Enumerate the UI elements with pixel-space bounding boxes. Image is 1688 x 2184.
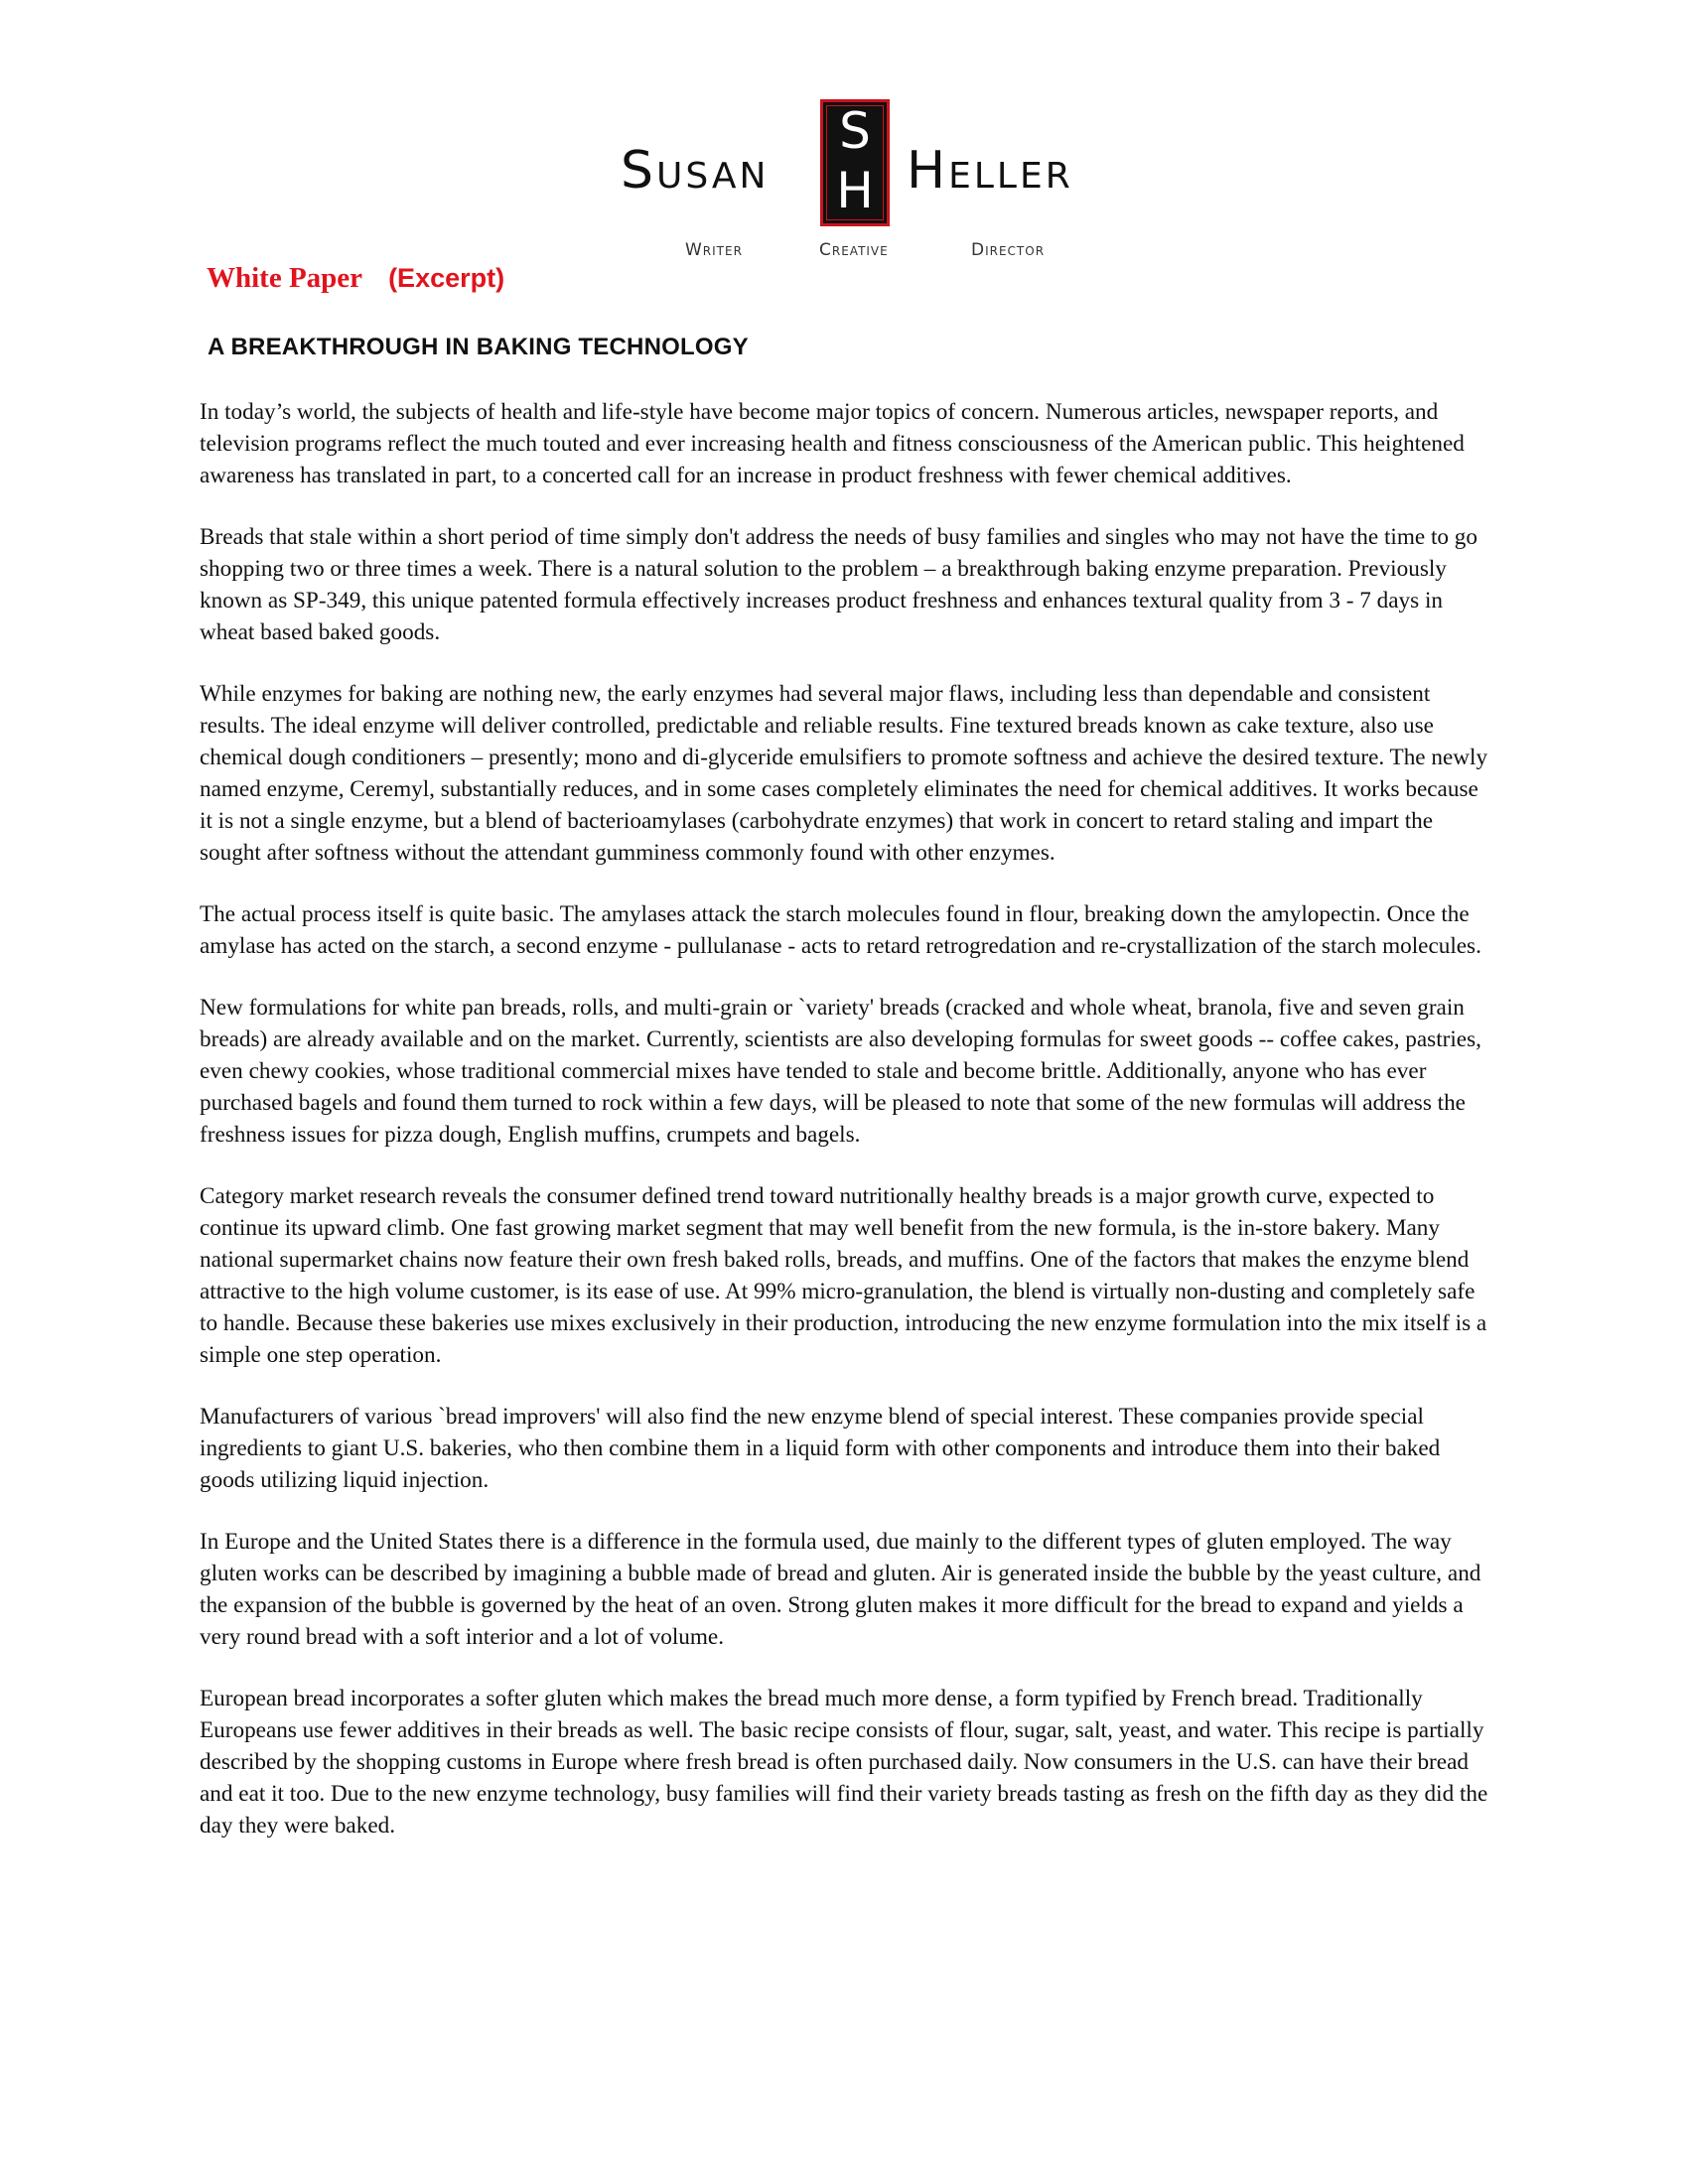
paragraph: While enzymes for baking are nothing new, the early enzymes had several major flaws, including less than dependable and consistent results. The ideal enzyme will deliver controlled, predictable and reliable results. Fine textured breads known as cake texture, also use chemical dough conditioners – presently; mono and di-glyceride emulsifiers to promote softness and achieve the desired texture. The newly named enzyme, Ceremyl, substantially reduces, and in some cases completely eliminates the need for chemical additives. It works because it is not a single enzyme, but a blend of bacterioamylases (carbohydrate enzymes) that work in concert to retard staling and impart the sought after softness without the attendant gumminess commonly found with other enzymes. <box>200 681 1488 866</box>
document-title: A BREAKTHROUGH IN BAKING TECHNOLOGY <box>208 334 749 360</box>
paragraph: Breads that stale within a short period of time simply don't address the needs of busy families and singles who may not have the time to go shopping two or three times a week. There is a natural solution to the problem – a breakthrough baking enzyme preparation. Previously known as SP-349, this unique patented formula effectively increases product freshness and enhances textural quality from 3 - 7 days in wheat based baked goods. <box>200 524 1477 645</box>
document-type: White Paper <box>207 262 363 294</box>
paragraph: In today’s world, the subjects of health and life-style have become major topics of concern. Numerous articles, newspaper reports, and television programs reflect the much touted and ever increasing health and fitness consciousness of the American public. This heightened awareness has translated in part, to a concerted call for an increase in product freshness with fewer chemical additives. <box>200 399 1465 488</box>
document-body <box>200 396 1490 1871</box>
monogram-logo <box>820 99 890 226</box>
logo-last-name: Heller <box>907 141 1073 201</box>
paragraph: European bread incorporates a softer gluten which makes the bread much more dense, a form typified by French bread. Traditionally Europeans use fewer additives in their breads as well. The basic recipe consists of flour, sugar, salt, yeast, and water. This recipe is partially described by the shopping customs in Europe where fresh bread is often purchased daily. Now consumers in the U.S. can have their bread and eat it too. Due to the new enzyme technology, busy families will find their variety breads tasting as fresh on the fifth day as they did the day they were baked. <box>200 1686 1488 1839</box>
monogram-letter-bottom: H <box>836 162 874 219</box>
tagline-creative: Creative <box>819 240 889 260</box>
document-type-note: (Excerpt) <box>388 263 505 293</box>
document-label <box>207 264 504 293</box>
paragraph: Category market research reveals the consumer defined trend toward nutritionally healthy breads is a major growth curve, expected to continue its upward climb. One fast growing market segment that may well benefit from the new formula, is the in-store bakery. Many national supermarket chains now feature their own fresh baked rolls, breads, and muffins. One of the factors that makes the enzyme blend attractive to the high volume customer, is its ease of use. At 99% micro-granulation, the blend is virtually non-dusting and completely safe to handle. Because these bakeries use mixes exclusively in their production, introducing the new enzyme formulation into the mix itself is a simple one step operation. <box>200 1183 1487 1368</box>
paragraph: New formulations for white pan breads, rolls, and multi-grain or `variety' breads (cracked and whole wheat, branola, five and seven grain breads) are already available and on the market. Currently, scientists are also developing formulas for sweet goods -- coffee cakes, pastries, even chewy cookies, whose traditional commercial mixes have tended to stale and become brittle. Additionally, anyone who has ever purchased bagels and found them turned to rock within a few days, will be pleased to note that some of the new formulas will address the freshness issues for pizza dough, English muffins, crumpets and bagels. <box>200 995 1481 1148</box>
letterhead <box>0 99 1688 263</box>
tagline-writer: Writer <box>685 240 743 260</box>
paragraph: In Europe and the United States there is a difference in the formula used, due mainly to the different types of gluten employed. The way gluten works can be described by imagining a bubble made of bread and gluten. Air is generated inside the bubble by the yeast culture, and the expansion of the bubble is governed by the heat of an oven. Strong gluten makes it more difficult for the bread to expand and yields a very round bread with a soft interior and a lot of volume. <box>200 1529 1481 1650</box>
paragraph: Manufacturers of various `bread improvers' will also find the new enzyme blend of special interest. These companies provide special ingredients to giant U.S. bakeries, who then combine them in a liquid form with other components and introduce them into their baked goods utilizing liquid injection. <box>200 1404 1441 1493</box>
paragraph: The actual process itself is quite basic. The amylases attack the starch molecules found in flour, breaking down the amylopectin. Once the amylase has acted on the starch, a second enzyme - pullulanase - acts to retard retrogredation and re-crystallization of the starch molecules. <box>200 901 1481 959</box>
monogram-letter-top: S <box>839 102 871 160</box>
logo-first-name: Susan <box>621 141 770 201</box>
tagline-director: Director <box>971 240 1046 260</box>
